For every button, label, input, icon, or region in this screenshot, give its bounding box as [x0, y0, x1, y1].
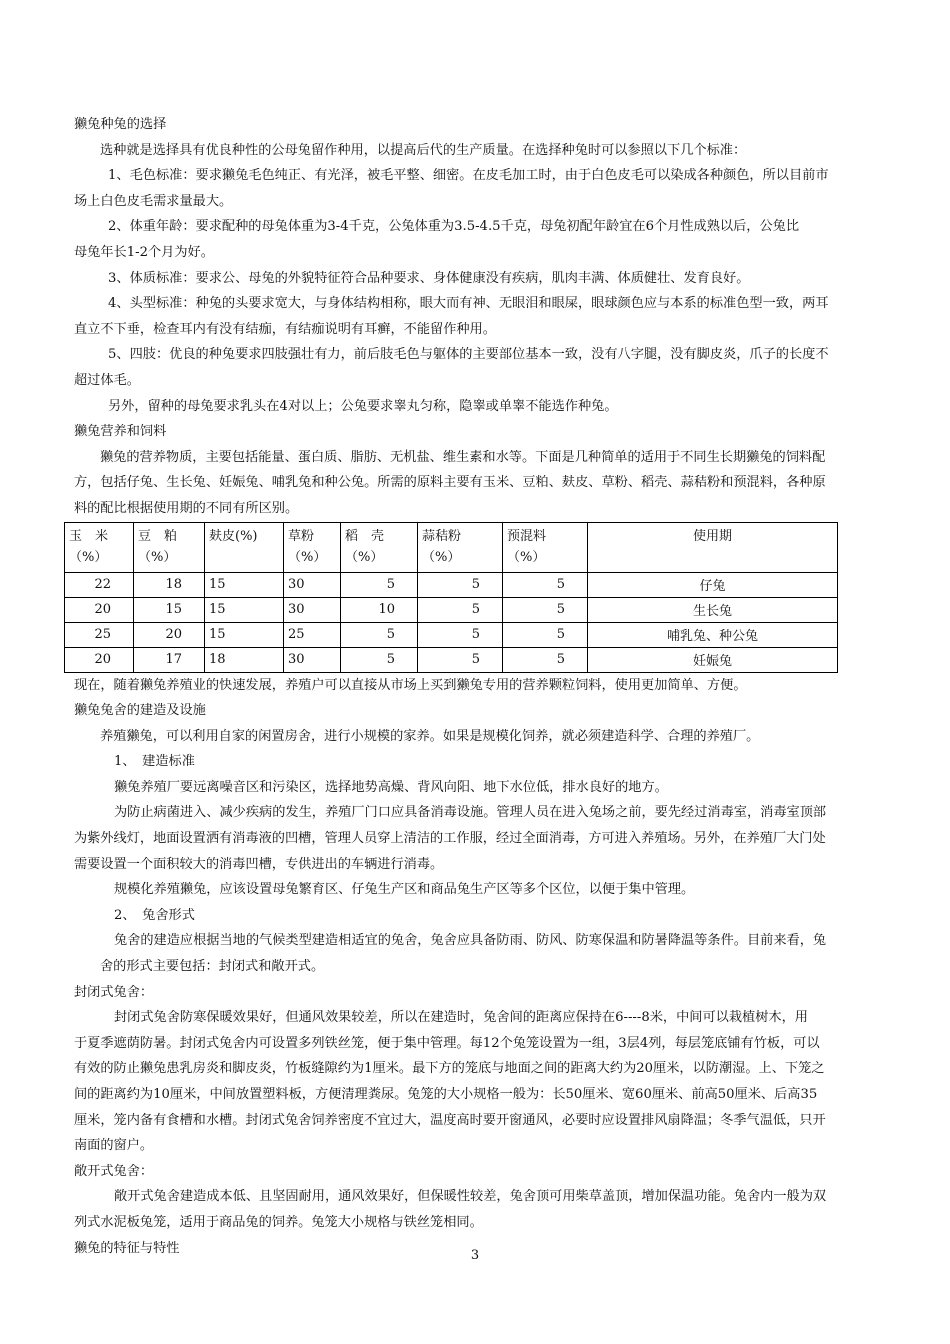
- section-title: 獭兔营养和饲料: [74, 424, 167, 440]
- paragraph: 为紫外线灯，地面设置洒有消毒液的凹槽，管理人员穿上清洁的工作服，经过全面消毒，方可进入养殖场。另外，在养殖厂大门处: [74, 831, 826, 847]
- paragraph: 2、体重年龄：要求配种的母兔体重为3-4千克，公兔体重为3.5-4.5千克，母兔初配年龄宜在6个月性成熟以后，公兔比: [108, 219, 800, 235]
- paragraph: 敞开式兔舍建造成本低、且坚固耐用，通风效果好，但保暖性较差，兔舍顶可用柴草盖顶，增加保温功能。兔舍内一般为双: [114, 1189, 827, 1205]
- table-cell: 5: [418, 572, 503, 597]
- paragraph: 养殖獭兔，可以利用自家的闲置房舍，进行小规模的家养。如果是规模化饲养，就必须建造科学、合理的养殖厂。: [100, 728, 760, 744]
- paragraph: 母兔年长1-2个月为好。: [74, 244, 214, 260]
- table-cell: 哺乳兔、种公兔: [588, 622, 838, 647]
- table-cell: 5: [418, 622, 503, 647]
- paragraph: 于夏季遮荫防暑。封闭式兔舍内可设置多列铁丝笼，便于集中管理。每12个兔笼设置为一组，3层4列，每层笼底铺有竹板，可以: [74, 1035, 820, 1051]
- table-cell: 20: [65, 647, 134, 672]
- subheading: 敞开式兔舍：: [74, 1163, 154, 1179]
- paragraph: 现在，随着獭兔养殖业的快速发展，养殖户可以直接从市场上买到獭兔专用的营养颗粒饲料，使用更加简单、方便。: [74, 677, 747, 693]
- table-cell: 15: [205, 572, 284, 597]
- paragraph: 1、毛色标准：要求獭兔毛色纯正、有光泽，被毛平整、细密。在皮毛加工时，由于白色皮毛可以染成各种颜色，所以目前市: [108, 168, 829, 184]
- table-cell: 30: [284, 572, 341, 597]
- table-header-cell: 草粉 （%）: [284, 522, 341, 572]
- section-title: 獭兔种兔的选择: [74, 117, 167, 132]
- table-header-cell: 蒜秸粉 （%）: [418, 522, 503, 572]
- table-cell: 18: [134, 572, 205, 597]
- table-row: [65, 597, 838, 622]
- document-body: [69, 112, 894, 1261]
- table-header-cell: 稻 壳 （%）: [341, 522, 418, 572]
- table-header-cell: 使用期: [588, 522, 838, 572]
- paragraph: 间的距离约为10厘米，中间放置塑料板，方便清理粪尿。兔笼的大小规格一般为：长50厘米、宽60厘米、前高50厘米、后高35: [74, 1087, 818, 1102]
- table-cell: 15: [134, 597, 205, 622]
- table-cell: 30: [284, 647, 341, 672]
- table-header-row: [65, 522, 838, 572]
- paragraph: 列式水泥板兔笼，适用于商品兔的饲养。兔笼大小规格与铁丝笼相同。: [74, 1214, 483, 1230]
- paragraph: 另外，留种的母兔要求乳头在4对以上；公兔要求睾丸匀称，隐睾或单睾不能选作种兔。: [108, 398, 618, 414]
- paragraph: 封闭式兔舍防寒保暖效果好，但通风效果较差，所以在建造时，兔舍间的距离应保持在6----8米，中间可以栽植树木，用: [114, 1010, 808, 1026]
- section-title: 獭兔的特征与特性: [74, 1240, 180, 1256]
- table-cell: 5: [503, 622, 588, 647]
- table-cell: 5: [503, 572, 588, 597]
- table-cell: 生长兔: [588, 597, 838, 622]
- feed-formula-table: [64, 522, 838, 673]
- table-cell: 5: [503, 597, 588, 622]
- table-cell: 5: [418, 597, 503, 622]
- paragraph: 规模化养殖獭兔，应该设置母兔繁育区、仔兔生产区和商品兔生产区等多个区位，以便于集中管理。: [114, 882, 695, 898]
- table-cell: 10: [341, 597, 418, 622]
- table-cell: 5: [503, 647, 588, 672]
- table-cell: 5: [341, 572, 418, 597]
- table-cell: 20: [134, 622, 205, 647]
- paragraph: 为防止病菌进入、减少疾病的发生，养殖厂门口应具备消毒设施。管理人员在进入兔场之前，要先经过消毒室，消毒室顶部: [114, 805, 827, 821]
- subheading: 2、 兔舍形式: [114, 907, 195, 923]
- paragraph: 场上白色皮毛需求量最大。: [74, 193, 233, 209]
- paragraph: 超过体毛。: [74, 372, 140, 388]
- paragraph: 需要设置一个面积较大的消毒凹槽，专供进出的车辆进行消毒。: [74, 856, 444, 872]
- paragraph: 3、体质标准：要求公、母兔的外貌特征符合品种要求、身体健康没有疾病，肌肉丰满、体质健壮、发育良好。: [108, 270, 750, 286]
- paragraph: 4、头型标准：种兔的头要求宽大，与身体结构相称，眼大而有神、无眼泪和眼屎，眼球颜色应与本系的标准色型一致，两耳: [108, 296, 829, 312]
- table-header-cell: 玉 米 （%）: [65, 522, 134, 572]
- paragraph: 獭兔的营养物质，主要包括能量、蛋白质、脂肪、无机盐、维生素和水等。下面是几种简单的适用于不同生长期獭兔的饲料配: [100, 449, 826, 465]
- paragraph: 料的配比根据使用期的不同有所区别。: [74, 500, 299, 516]
- table-cell: 17: [134, 647, 205, 672]
- paragraph: 南面的窗户。: [74, 1138, 154, 1154]
- table-cell: 25: [65, 622, 134, 647]
- table-cell: 仔兔: [588, 572, 838, 597]
- table-header-cell: 麸皮(%): [205, 522, 284, 572]
- table-cell: 18: [205, 647, 284, 672]
- table-cell: 15: [205, 622, 284, 647]
- table-cell: 5: [341, 622, 418, 647]
- paragraph: 舍的形式主要包括：封闭式和敞开式。: [100, 959, 325, 975]
- table-header-cell: 豆 粕 （%）: [134, 522, 205, 572]
- table-row: [65, 572, 838, 597]
- subheading: 封闭式兔舍：: [74, 984, 154, 1000]
- paragraph: 有效的防止獭兔患乳房炎和脚皮炎，竹板缝隙约为1厘米。最下方的笼底与地面之间的距离大约为20厘米，以防潮湿。上、下笼之: [74, 1061, 825, 1077]
- table-cell: 22: [65, 572, 134, 597]
- paragraph: 兔舍的建造应根据当地的气候类型建造相适宜的兔舍，兔舍应具备防雨、防风、防寒保温和防暑降温等条件。目前来看，兔: [114, 933, 827, 949]
- paragraph: 5、四肢：优良的种兔要求四肢强壮有力，前后肢毛色与躯体的主要部位基本一致，没有八字腿，没有脚皮炎，爪子的长度不: [108, 347, 829, 363]
- paragraph: 直立不下垂，检查耳内有没有结痂，有结痂说明有耳癣，不能留作种用。: [74, 321, 496, 337]
- table-header-cell: 预混料 （%）: [503, 522, 588, 572]
- paragraph: 选种就是选择具有优良种性的公母兔留作种用，以提高后代的生产质量。在选择种兔时可以参照以下几个标准：: [100, 142, 747, 158]
- table-cell: 30: [284, 597, 341, 622]
- table-cell: 5: [418, 647, 503, 672]
- paragraph: 厘米，笼内备有食槽和水槽。封闭式兔舍饲养密度不宜过大，温度高时要开窗通风，必要时应设置排风扇降温；冬季气温低，只开: [74, 1112, 826, 1128]
- section-title: 獭兔兔舍的建造及设施: [74, 703, 206, 719]
- table-row: [65, 622, 838, 647]
- table-cell: 5: [341, 647, 418, 672]
- page-number: 3: [470, 1248, 480, 1263]
- table-cell: 20: [65, 597, 134, 622]
- table-cell: 25: [284, 622, 341, 647]
- table-cell: 15: [205, 597, 284, 622]
- paragraph: 獭兔养殖厂要远离噪音区和污染区，选择地势高燥、背风向阳、地下水位低，排水良好的地方。: [114, 779, 668, 795]
- subheading: 1、 建造标准: [114, 754, 195, 770]
- paragraph: 方，包括仔兔、生长兔、妊娠兔、哺乳兔和种公兔。所需的原料主要有玉米、豆粕、麸皮、草粉、稻壳、蒜秸粉和预混料，各种原: [74, 475, 826, 491]
- table-row: [65, 647, 838, 672]
- table-cell: 妊娠兔: [588, 647, 838, 672]
